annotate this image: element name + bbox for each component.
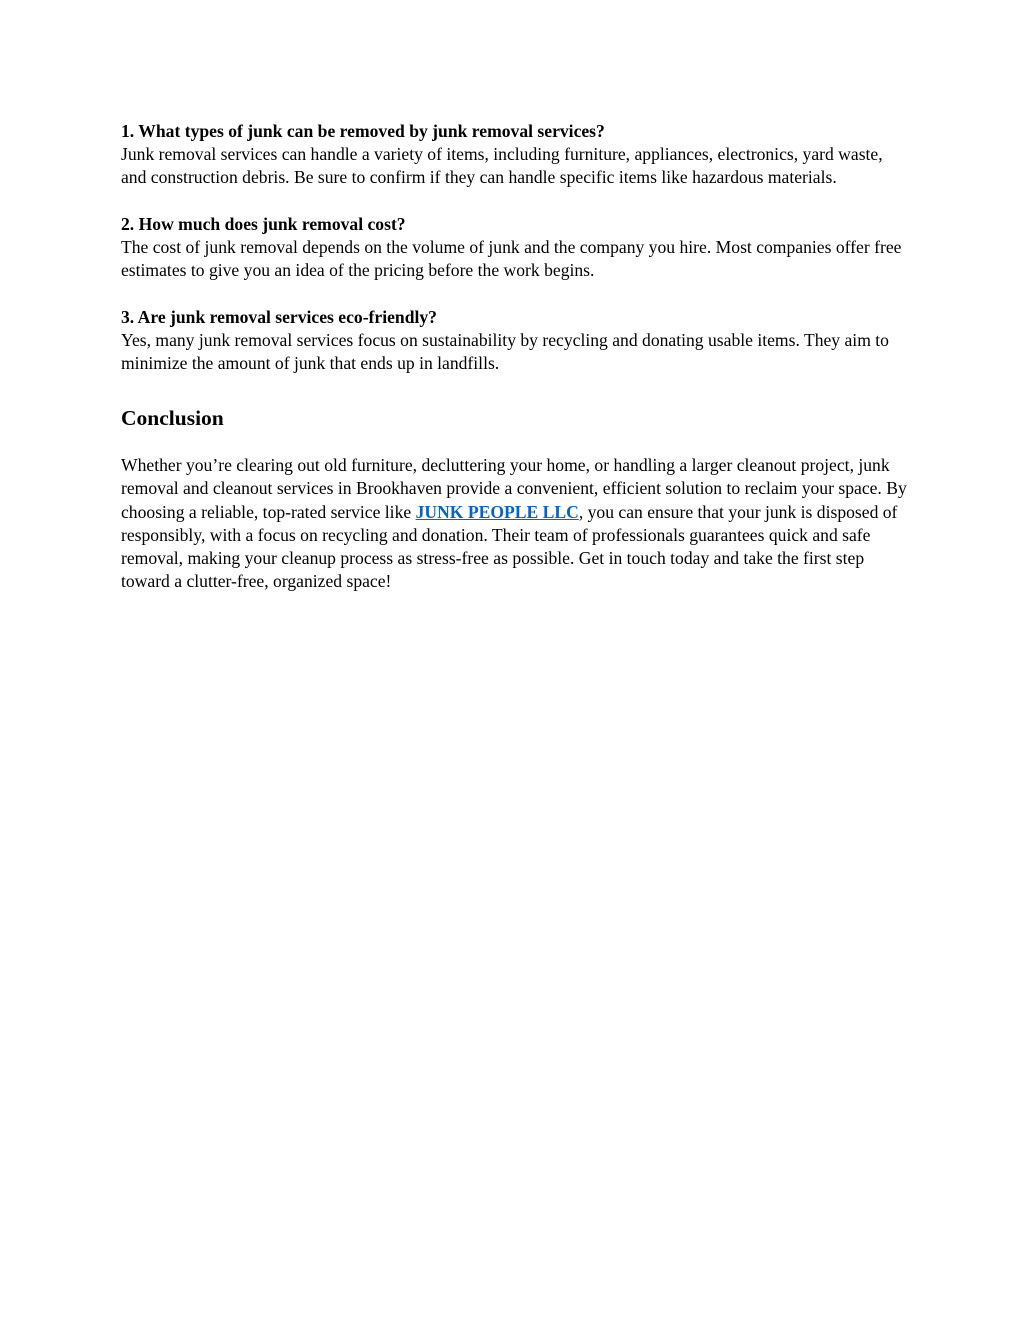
faq-item-2: [121, 213, 911, 283]
faq-question: 3. Are junk removal services eco-friendly?: [121, 306, 437, 327]
conclusion-text-start: Whether you’re clearing out old furniture, decluttering your home, or handling a larger cleanout project, junk removal and cleanout services in Brookhaven provide a convenient, efficient solution to reclaim your space. By choosing a reliable, top-rated service like: [121, 455, 907, 522]
junk-people-llc-link[interactable]: JUNK PEOPLE LLC: [415, 501, 579, 522]
faq-item-3: [121, 306, 911, 376]
faq-item-1: [121, 120, 911, 190]
faq-question: 1. What types of junk can be removed by junk removal services?: [121, 121, 605, 141]
faq-answer: Junk removal services can handle a variety of items, including furniture, appliances, electronics, yard waste, and construction debris. Be sure to confirm if they can handle specific items like hazardous materials.: [121, 144, 883, 188]
faq-question: 2. How much does junk removal cost?: [121, 213, 406, 234]
conclusion-text-end: , you can ensure that your junk is disposed of responsibly, with a focus on recycling and donation. Their team of professionals guarantees quick and safe removal, making your cleanup process as stress-free as possible. Get in touch today and take the first step toward a clutter-free, organized space!: [121, 501, 898, 592]
conclusion-paragraph: [121, 454, 911, 593]
faq-answer: Yes, many junk removal services focus on sustainability by recycling and donating usable items. They aim to minimize the amount of junk that ends up in landfills.: [121, 329, 889, 373]
conclusion-heading: Conclusion: [121, 406, 224, 431]
faq-answer: The cost of junk removal depends on the volume of junk and the company you hire. Most companies offer free estimates to give you an idea of the pricing before the work begins.: [121, 237, 902, 281]
document-page: [121, 120, 911, 593]
